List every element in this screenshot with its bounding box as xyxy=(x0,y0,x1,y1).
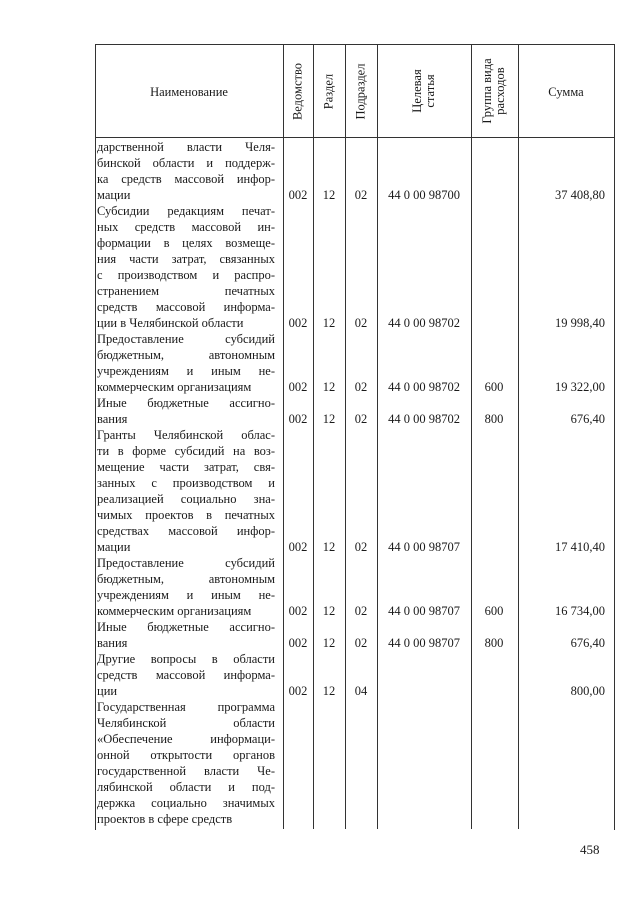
row-name xyxy=(97,331,275,395)
row-name-line: Государственная программа xyxy=(97,700,275,714)
cell-razdel: 12 xyxy=(322,684,336,698)
cell-podrazdel: 02 xyxy=(354,540,368,554)
header-tselevaya xyxy=(411,46,437,136)
cell-vedomstvo: 002 xyxy=(288,604,308,618)
header-gruppa-line1: Группа вида xyxy=(480,58,494,124)
header-summa: Сумма xyxy=(548,85,584,99)
cell-tselevaya: 44 0 00 98702 xyxy=(388,380,460,394)
cell-podrazdel: 02 xyxy=(354,604,368,618)
cell-tselevaya: 44 0 00 98707 xyxy=(388,636,460,650)
column-divider xyxy=(471,44,472,829)
row-name xyxy=(97,651,275,699)
row-name-line: онной открытости органов xyxy=(97,748,275,762)
header-divider xyxy=(95,137,614,138)
cell-gruppa: 600 xyxy=(484,380,504,394)
cell-podrazdel: 02 xyxy=(354,188,368,202)
row-name-line: средств массовой информа- xyxy=(97,300,275,314)
row-name xyxy=(97,395,275,427)
row-name xyxy=(97,699,275,827)
row-name-line: мещение части затрат, свя- xyxy=(97,460,275,474)
cell-summa: 16 734,00 xyxy=(555,604,605,618)
row-name-line: ных средств массовой ин- xyxy=(97,220,275,234)
header-tselevaya-line1: Целевая xyxy=(410,69,424,113)
row-name-line: бюджетным, автономным xyxy=(97,348,275,362)
header-gruppa xyxy=(481,46,507,136)
cell-razdel: 12 xyxy=(322,604,336,618)
row-name-line: реализацией социально зна- xyxy=(97,492,275,506)
cell-podrazdel: 02 xyxy=(354,412,368,426)
cell-razdel: 12 xyxy=(322,412,336,426)
row-name-line: Иные бюджетные ассигно- xyxy=(97,620,275,634)
row-name-line: мации xyxy=(97,188,131,202)
column-divider xyxy=(313,44,314,829)
cell-tselevaya: 44 0 00 98702 xyxy=(388,316,460,330)
header-name: Наименование xyxy=(150,85,228,99)
row-name-line: ти в форме субсидий на воз- xyxy=(97,444,275,458)
column-divider xyxy=(283,44,284,829)
row-name-line: ции xyxy=(97,684,118,698)
row-name-line: Предоставление субсидий xyxy=(97,556,275,570)
row-name xyxy=(97,619,275,651)
row-name-line: с производством и распро- xyxy=(97,268,275,282)
row-name-line: Иные бюджетные ассигно- xyxy=(97,396,275,410)
row-name-line: коммерческим организациям xyxy=(97,380,252,394)
cell-razdel: 12 xyxy=(322,380,336,394)
cell-vedomstvo: 002 xyxy=(288,412,308,426)
cell-podrazdel: 04 xyxy=(354,684,368,698)
cell-summa: 19 322,00 xyxy=(555,380,605,394)
cell-razdel: 12 xyxy=(322,316,336,330)
row-name xyxy=(97,427,275,555)
header-tselevaya-line2: статья xyxy=(423,74,437,108)
row-name-line: странением печатных xyxy=(97,284,275,298)
header-podrazdel: Подраздел xyxy=(353,63,368,120)
cell-vedomstvo: 002 xyxy=(288,316,308,330)
row-name-line: ции в Челябинской области xyxy=(97,316,244,330)
row-name-line: ния части затрат, связанных xyxy=(97,252,275,266)
row-name-line: бюджетным, автономным xyxy=(97,572,275,586)
row-name-line: дарственной власти Челя- xyxy=(97,140,275,154)
row-name xyxy=(97,203,275,331)
cell-summa: 37 408,80 xyxy=(555,188,605,202)
row-name-line: вания xyxy=(97,412,128,426)
cell-summa: 17 410,40 xyxy=(555,540,605,554)
row-name xyxy=(97,139,275,203)
cell-tselevaya: 44 0 00 98707 xyxy=(388,604,460,618)
cell-razdel: 12 xyxy=(322,540,336,554)
cell-podrazdel: 02 xyxy=(354,380,368,394)
row-name-line: учреждениям и иным не- xyxy=(97,588,275,602)
column-divider xyxy=(345,44,346,829)
cell-summa: 800,00 xyxy=(570,684,605,698)
row-name-line: держка социально значимых xyxy=(97,796,275,810)
header-gruppa-line2: расходов xyxy=(493,67,507,115)
page-number: 458 xyxy=(580,842,600,857)
cell-vedomstvo: 002 xyxy=(288,188,308,202)
cell-vedomstvo: 002 xyxy=(288,684,308,698)
row-name-line: Гранты Челябинской облас- xyxy=(97,428,275,442)
header-vedomstvo: Ведомство xyxy=(290,62,305,121)
row-name-line: ка средств массовой инфор- xyxy=(97,172,275,186)
row-name-line: занных с производством и xyxy=(97,476,275,490)
row-name xyxy=(97,555,275,619)
cell-podrazdel: 02 xyxy=(354,316,368,330)
cell-vedomstvo: 002 xyxy=(288,540,308,554)
row-name-line: проектов в сфере средств xyxy=(97,812,233,826)
row-name-line: бинской области и поддерж- xyxy=(97,156,275,170)
row-name-line: Другие вопросы в области xyxy=(97,652,275,666)
cell-vedomstvo: 002 xyxy=(288,636,308,650)
cell-summa: 676,40 xyxy=(570,636,605,650)
cell-summa: 676,40 xyxy=(570,412,605,426)
column-divider xyxy=(377,44,378,829)
row-name-line: средств массовой информа- xyxy=(97,668,275,682)
row-name-line: государственной власти Че- xyxy=(97,764,275,778)
cell-gruppa: 600 xyxy=(484,604,504,618)
row-name-line: Субсидии редакциям печат- xyxy=(97,204,275,218)
header-razdel: Раздел xyxy=(321,73,336,110)
cell-tselevaya: 44 0 00 98707 xyxy=(388,540,460,554)
cell-gruppa: 800 xyxy=(484,412,504,426)
column-divider xyxy=(518,44,519,829)
row-name-line: коммерческим организациям xyxy=(97,604,252,618)
row-name-line: чимых проектов в печатных xyxy=(97,508,275,522)
cell-tselevaya: 44 0 00 98700 xyxy=(388,188,460,202)
row-name-line: учреждениям и иным не- xyxy=(97,364,275,378)
cell-podrazdel: 02 xyxy=(354,636,368,650)
cell-razdel: 12 xyxy=(322,188,336,202)
row-name-line: «Обеспечение информаци- xyxy=(97,732,275,746)
row-name-line: вания xyxy=(97,636,128,650)
cell-razdel: 12 xyxy=(322,636,336,650)
row-name-line: Предоставление субсидий xyxy=(97,332,275,346)
cell-tselevaya: 44 0 00 98702 xyxy=(388,412,460,426)
row-name-line: Челябинской области xyxy=(97,716,275,730)
name-column xyxy=(97,139,275,827)
cell-summa: 19 998,40 xyxy=(555,316,605,330)
row-name-line: формации в целях возмеще- xyxy=(97,236,275,250)
cell-gruppa: 800 xyxy=(484,636,504,650)
cell-vedomstvo: 002 xyxy=(288,380,308,394)
row-name-line: лябинской области и под- xyxy=(97,780,275,794)
row-name-line: средствах массовой инфор- xyxy=(97,524,275,538)
row-name-line: мации xyxy=(97,540,131,554)
